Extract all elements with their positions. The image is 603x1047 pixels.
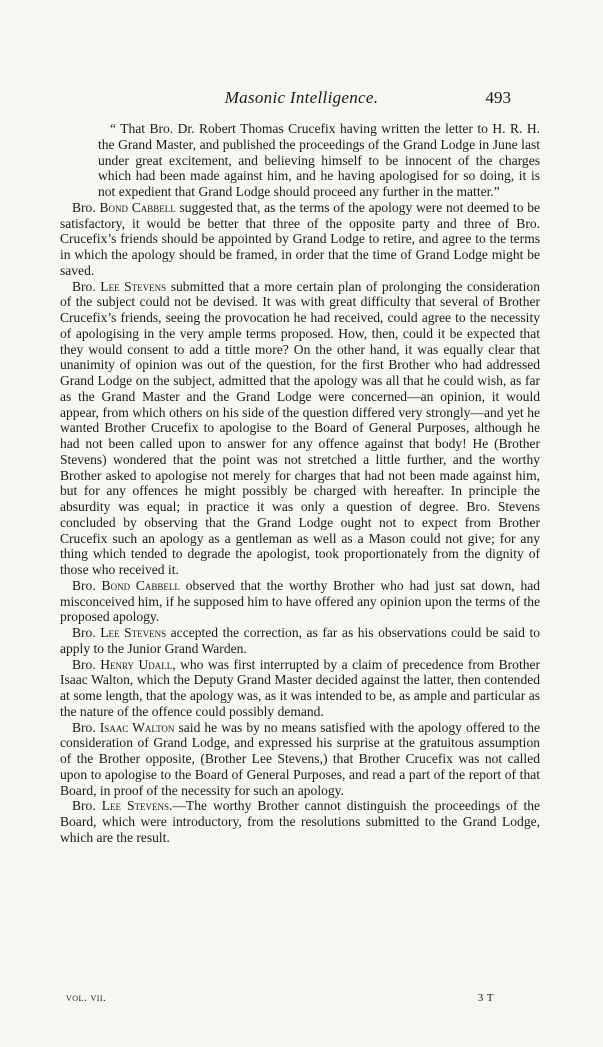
speaker-title: Bro.	[72, 199, 96, 215]
signature-mark: 3 T	[477, 992, 494, 1004]
speaker-title: Bro.	[72, 719, 96, 735]
speaker-name: Henry Udall,	[100, 656, 176, 672]
speaker-title: Bro.	[72, 656, 96, 672]
paragraph	[60, 720, 540, 799]
running-title: Masonic Intelligence.	[224, 88, 379, 107]
paragraph-text: —The worthy Brother cannot distinguish the proceedings of the Board, which were introductory, from the resolutions submitted to the Grand Lodge, which are the result.	[60, 798, 540, 845]
paragraph-text: accepted the correction, as far as his observations could be said to apply to the Junior Grand Warden.	[60, 625, 540, 656]
paragraph	[60, 657, 540, 720]
speaker-name: Bond Cabbell	[101, 577, 180, 593]
speaker-title: Bro.	[72, 577, 96, 593]
speaker-name: Isaac Walton	[99, 719, 175, 735]
volume-label: vol. vii.	[66, 992, 107, 1004]
paragraph	[60, 798, 540, 845]
paragraph	[60, 279, 540, 578]
quoted-resolution: “ That Bro. Dr. Robert Thomas Crucefix having written the letter to H. R. H. the Grand Master, and published the proceedings of the Grand Lodge in June last under great excitement, and believing himself to be innocent of the charges which had been made against him, and he having apologised for so doing, it is not expedient that Grand Lodge should proceed any further in the matter.”	[98, 121, 540, 199]
speaker-name: Lee Stevens	[100, 625, 167, 640]
paragraph-text: said he was by no means satisfied with the apology offered to the consideration of Grand Lodge, and expressed his surprise at the gratuitous assumption of the Brother opposite, (Brother Lee Stevens,) that Brother Crucefix was not called upon to apologise to the Board of General Purposes, and read a part of the report of that Board, in proof of the necessity for such an apology.	[60, 719, 541, 798]
speaker-title: Bro.	[72, 625, 96, 640]
paragraph	[60, 200, 540, 279]
paragraph-text: observed that the worthy Brother who had just sat down, had misconceived him, if he supposed him to have offered any opinion upon the terms of the proposed apology.	[60, 577, 540, 625]
paragraph	[60, 578, 540, 625]
paragraph-text: suggested that, as the terms of the apology were not deemed to be satisfactory, it would be better that three of the opposite party and three of Bro. Crucefix’s friends should be appointed by Grand Lodge to retire, and agree to the terms in which the apology should be framed, in order that the time of Grand Lodge might be saved.	[60, 199, 540, 278]
page-header	[0, 88, 603, 110]
speaker-title: Bro.	[72, 798, 96, 814]
speaker-name: Bond Cabbell	[99, 199, 176, 215]
speaker-name: Lee Stevens.	[101, 798, 173, 814]
paragraph	[60, 625, 540, 657]
page-footer	[66, 992, 536, 1008]
page-number: 493	[485, 88, 511, 107]
article-body	[60, 121, 540, 846]
paragraph-text: who was first interrupted by a claim of precedence from Brother Isaac Walton, which the Deputy Grand Master decided against the latter, then contended at some length, that the apology was, as it was intended to be, as ample and particular as the nature of the offence could possibly demand.	[60, 656, 541, 719]
paragraph-text: submitted that a more certain plan of prolonging the consideration of the subject could not be devised. It was with great difficulty that several of Brother Crucefix’s friends, seeing the provocation he had received, could agree to the necessity of apologising in the very ample terms proposed. How, then, could it be expected that they would consent to add a tittle more? On the other hand, it was equally clear that unanimity of opinion was out of the question, for the first Brother who had addressed Grand Lodge on the subject, admitted that the apology was all that he could wish, as far as the Grand Master and the Grand Lodge were concerned—an opinion, it would appear, from which others on his side of the question differed very strongly—and yet he wanted Brother Crucefix to apologise to the Board of General Purposes, although he had not been called upon to answer for any offence against that body! He (Brother Stevens) wondered that the point was not stretched a little further, and the worthy Brother asked to apologise not merely for charges that had not been made against him, but for any offences he might possibly be charged with hereafter. In principle the absurdity was equal; in practice it was only a question of degree. Bro. Stevens concluded by observing that the Grand Lodge ought not to expect from Brother Crucefix such an apology as a gentleman as well as a Mason could not give; for any thing which tended to degrade the apologist, took proportionately from the dignity of those who received it.	[60, 278, 540, 577]
speaker-name: Lee Stevens	[100, 278, 167, 294]
speaker-title: Bro.	[72, 278, 96, 294]
